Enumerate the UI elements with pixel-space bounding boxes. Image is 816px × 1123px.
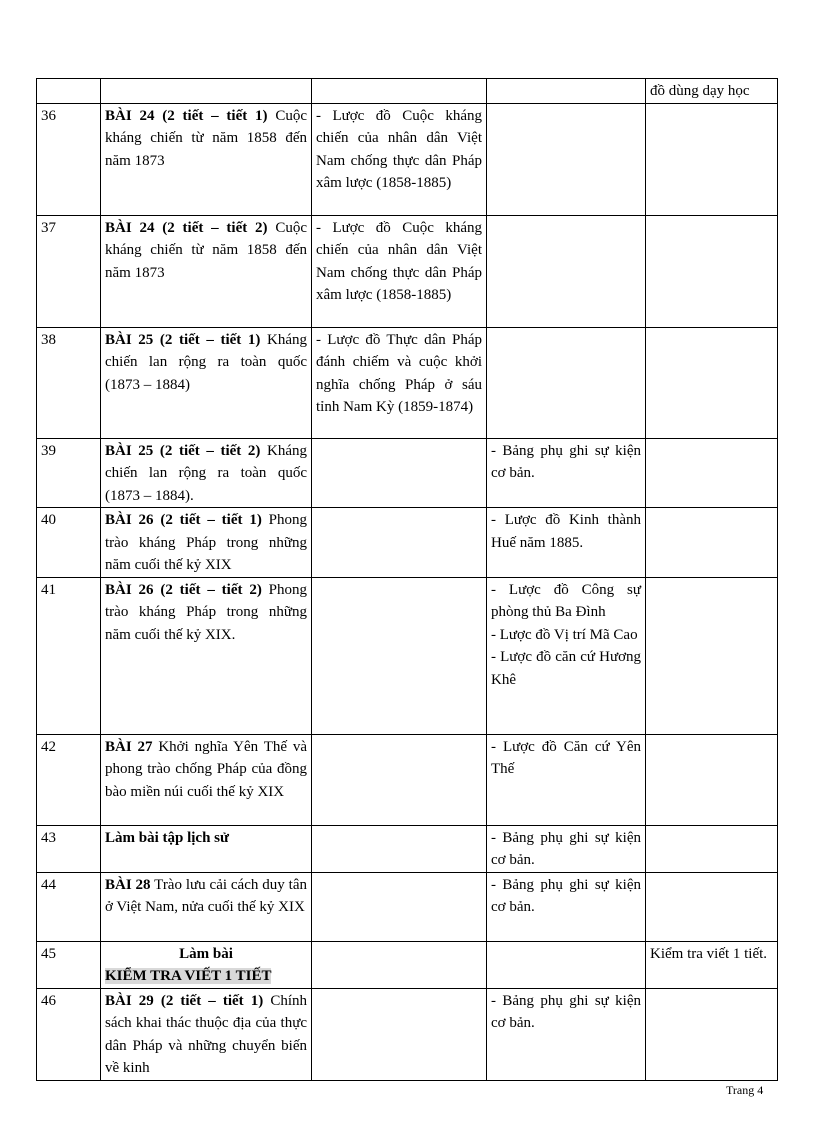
map-cell: - Lược đồ Thực dân Pháp đánh chiếm và cuộc khởi nghĩa chống Pháp ở sáu tỉnh Nam Kỳ (1859-1874)	[312, 327, 487, 438]
map-cell	[312, 79, 487, 104]
lesson-cell	[101, 508, 312, 578]
map-cell	[312, 577, 487, 734]
lesson-text: Phong trào kháng Pháp trong những năm cuối thế kỷ XIX.	[105, 581, 308, 643]
aid-cell: - Bảng phụ ghi sự kiện cơ bản.	[487, 825, 646, 872]
note-cell	[646, 103, 778, 215]
lesson-title: BÀI 26 (2 tiết – tiết 2)	[105, 581, 262, 598]
aid-cell	[487, 327, 646, 438]
lesson-cell	[101, 988, 312, 1080]
aid-cell	[487, 79, 646, 104]
map-cell	[312, 734, 487, 825]
number-cell: 45	[37, 941, 101, 988]
aid-cell: - Lược đồ Căn cứ Yên Thế	[487, 734, 646, 825]
table-row	[37, 872, 778, 941]
lesson-title: Làm bài	[179, 945, 233, 962]
note-cell	[646, 508, 778, 578]
lesson-plan-table	[36, 78, 778, 1081]
number-cell: 44	[37, 872, 101, 941]
number-cell: 39	[37, 438, 101, 508]
note-cell	[646, 215, 778, 327]
note-cell	[646, 988, 778, 1080]
aid-cell: - Bảng phụ ghi sự kiện cơ bản.	[487, 872, 646, 941]
lesson-cell	[101, 79, 312, 104]
map-cell	[312, 825, 487, 872]
lesson-cell	[101, 577, 312, 734]
aid-line: - Lược đồ Vị trí Mã Cao	[491, 626, 638, 643]
lesson-title: BÀI 28	[105, 876, 151, 893]
lesson-cell	[101, 872, 312, 941]
number-cell: 40	[37, 508, 101, 578]
lesson-cell	[101, 327, 312, 438]
note-cell	[646, 327, 778, 438]
map-cell: - Lược đồ Cuộc kháng chiến của nhân dân Việt Nam chống thực dân Pháp xâm lược (1858-1885)	[312, 215, 487, 327]
table-row	[37, 734, 778, 825]
lesson-title: BÀI 25 (2 tiết – tiết 2)	[105, 442, 261, 459]
lesson-title: BÀI 27	[105, 738, 153, 755]
lesson-text: Cuộc kháng chiến từ năm 1858 đến năm 1873	[105, 219, 307, 281]
lesson-cell	[101, 941, 312, 988]
table-row	[37, 215, 778, 327]
number-cell: 43	[37, 825, 101, 872]
map-cell	[312, 872, 487, 941]
table-row	[37, 327, 778, 438]
table-row	[37, 438, 778, 508]
test-heading: KIỂM TRA VIẾT 1 TIẾT	[105, 968, 272, 984]
lesson-text: Kháng chiến lan rộng ra toàn quốc (1873 – 1884).	[105, 442, 307, 504]
number-cell	[37, 79, 101, 104]
aid-line: - Lược đồ căn cứ Hương Khê	[491, 649, 641, 688]
lesson-title: BÀI 24 (2 tiết – tiết 2)	[105, 219, 268, 236]
note-cell: đồ dùng dạy học	[646, 79, 778, 104]
lesson-title: BÀI 25 (2 tiết – tiết 1)	[105, 331, 261, 348]
lesson-text: Cuộc kháng chiến từ năm 1858 đến năm 1873	[105, 107, 307, 169]
lesson-text: Phong trào kháng Pháp trong những năm cuối thế kỷ XIX	[105, 512, 308, 573]
map-cell	[312, 988, 487, 1080]
number-cell: 46	[37, 988, 101, 1080]
lesson-text: Trào lưu cải cách duy tân ở Việt Nam, nửa cuối thế kỷ XIX	[105, 876, 307, 915]
note-cell	[646, 734, 778, 825]
map-cell: - Lược đồ Cuộc kháng chiến của nhân dân Việt Nam chống thực dân Pháp xâm lược (1858-1885)	[312, 103, 487, 215]
map-cell	[312, 438, 487, 508]
aid-cell: - Lược đồ Kinh thành Huế năm 1885.	[487, 508, 646, 578]
note-cell: Kiểm tra viết 1 tiết.	[646, 941, 778, 988]
note-cell	[646, 825, 778, 872]
number-cell: 37	[37, 215, 101, 327]
number-cell: 38	[37, 327, 101, 438]
lesson-cell	[101, 438, 312, 508]
number-cell: 41	[37, 577, 101, 734]
aid-cell	[487, 103, 646, 215]
map-cell	[312, 508, 487, 578]
table-row	[37, 988, 778, 1080]
aid-line: - Lược đồ Công sự phòng thủ Ba Đình	[491, 581, 641, 620]
table-row	[37, 577, 778, 734]
aid-cell	[487, 941, 646, 988]
note-cell	[646, 872, 778, 941]
aid-cell: - Bảng phụ ghi sự kiện cơ bản.	[487, 438, 646, 508]
number-cell: 42	[37, 734, 101, 825]
lesson-title: BÀI 26 (2 tiết – tiết 1)	[105, 512, 262, 528]
page-number: Trang 4	[726, 1083, 764, 1097]
aid-cell	[487, 577, 646, 734]
table-row	[37, 825, 778, 872]
lesson-cell	[101, 215, 312, 327]
lesson-text: Chính sách khai thác thuộc địa của thực dân Pháp và những chuyển biến về kinh	[105, 992, 307, 1076]
lesson-title: BÀI 24 (2 tiết – tiết 1)	[105, 107, 268, 124]
table-row	[37, 508, 778, 578]
lesson-title: Làm bài tập lịch sử	[105, 829, 230, 846]
lesson-cell	[101, 825, 312, 872]
table-row	[37, 79, 778, 104]
number-cell: 36	[37, 103, 101, 215]
aid-cell: - Bảng phụ ghi sự kiện cơ bản.	[487, 988, 646, 1080]
table-row	[37, 941, 778, 988]
note-cell	[646, 438, 778, 508]
lesson-title: BÀI 29 (2 tiết – tiết 1)	[105, 992, 264, 1009]
aid-cell	[487, 215, 646, 327]
lesson-text: Khởi nghĩa Yên Thế và phong trào chống Pháp của đồng bào miền núi cuối thế kỷ XIX	[105, 738, 307, 800]
lesson-cell	[101, 734, 312, 825]
lesson-text: Kháng chiến lan rộng ra toàn quốc (1873 – 1884)	[105, 331, 307, 393]
lesson-cell	[101, 103, 312, 215]
table-row	[37, 103, 778, 215]
map-cell	[312, 941, 487, 988]
note-cell	[646, 577, 778, 734]
